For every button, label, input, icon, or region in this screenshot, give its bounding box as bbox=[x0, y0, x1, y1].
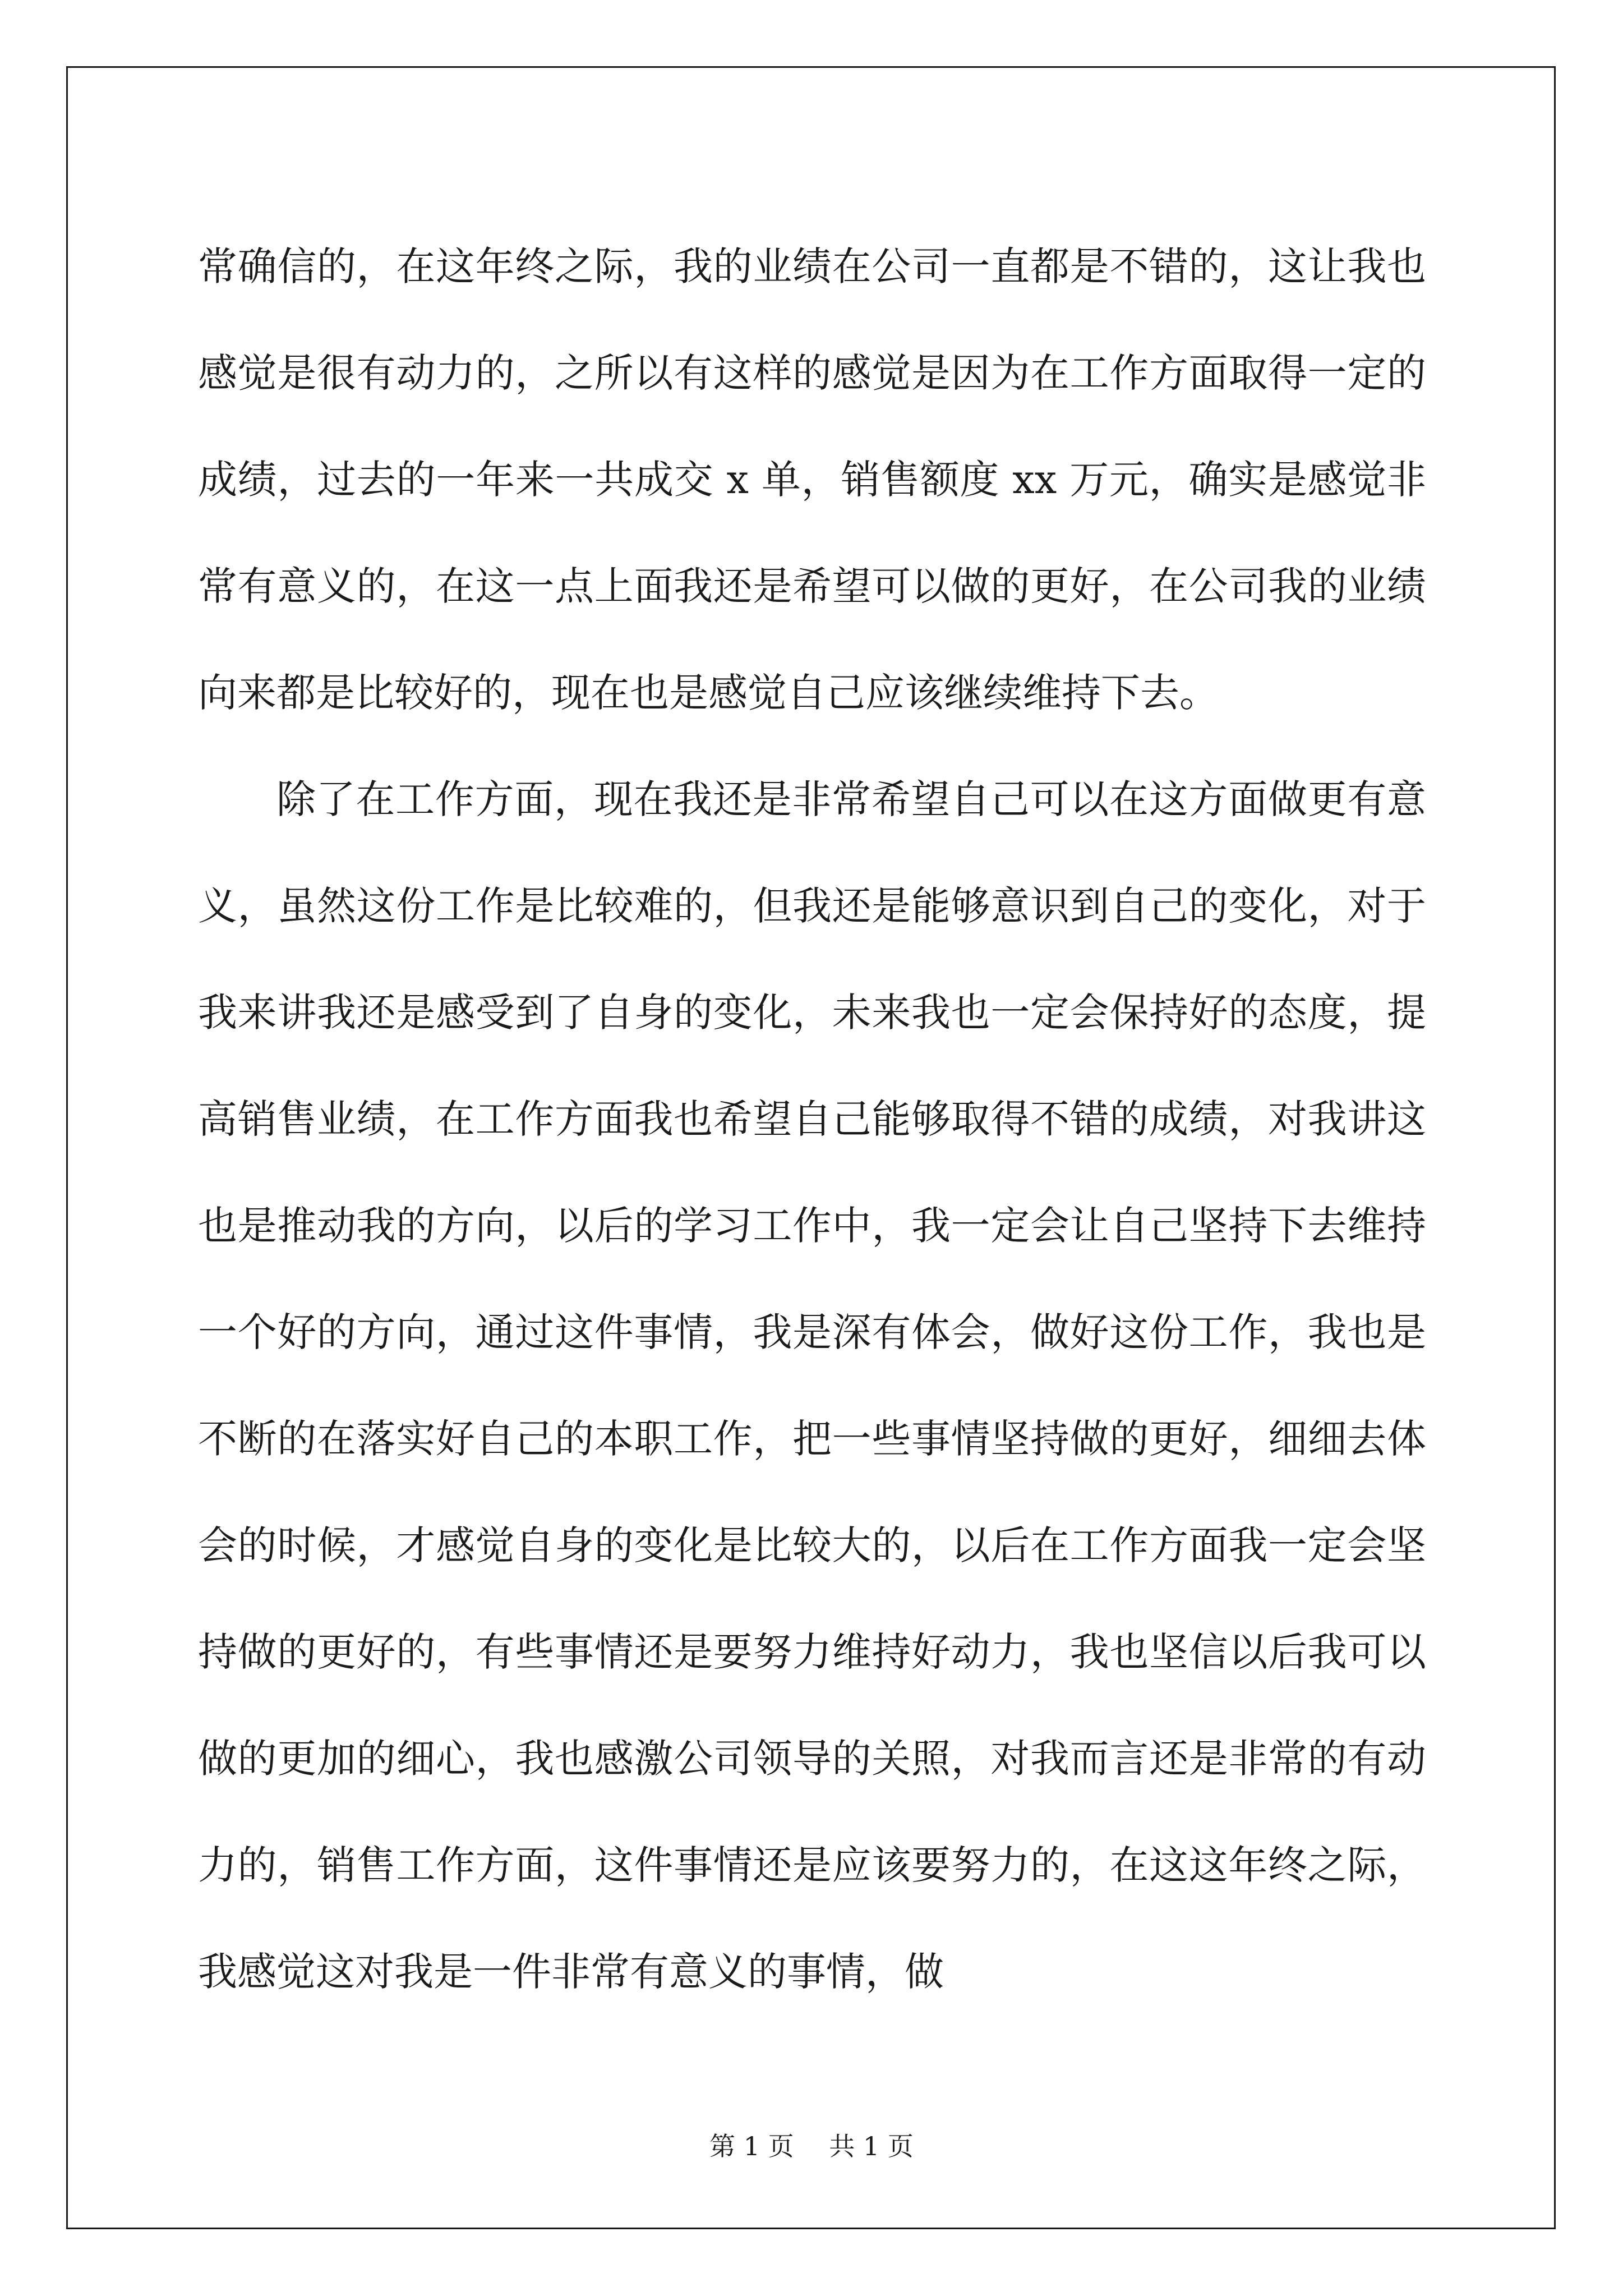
page-total: 共 1 页 bbox=[829, 2131, 914, 2161]
paragraph-1: 常确信的，在这年终之际，我的业绩在公司一直都是不错的，这让我也感觉是很有动力的，之所以有这样的感觉是因为在工作方面取得一定的成绩，过去的一年来一共成交 x 单，销售额度 xx 万元，确实是感觉非常有意义的，在这一点上面我还是希望可以做的更好，在公司我的业绩向来都是比较好的，现在也是感觉自己应该继续维持下去。 bbox=[198, 243, 1426, 716]
document-body bbox=[198, 213, 1426, 2025]
paragraph-2: 除了在工作方面，现在我还是非常希望自己可以在这方面做更有意义，虽然这份工作是比较难的，但我还是能够意识到自己的变化，对于我来讲我还是感受到了自身的变化，未来我也一定会保持好的态度，提高销售业绩，在工作方面我也希望自己能够取得不错的成绩，对我讲这也是推动我的方向，以后的学习工作中，我一定会让自己坚持下去维持一个好的方向，通过这件事情，我是深有体会，做好这份工作，我也是不断的在落实好自己的本职工作，把一些事情坚持做的更好，细细去体会的时候，才感觉自身的变化是比较大的，以后在工作方面我一定会坚持做的更好的，有些事情还是要努力维持好动力，我也坚信以后我可以做的更加的细心，我也感激公司领导的关照，对我而言还是非常的有动力的，销售工作方面，这件事情还是应该要努力的，在这这年终之际，我感觉这对我是一件非常有意义的事情，做 bbox=[198, 776, 1426, 1995]
page-footer bbox=[0, 2126, 1623, 2163]
page-number: 第 1 页 bbox=[709, 2131, 794, 2161]
